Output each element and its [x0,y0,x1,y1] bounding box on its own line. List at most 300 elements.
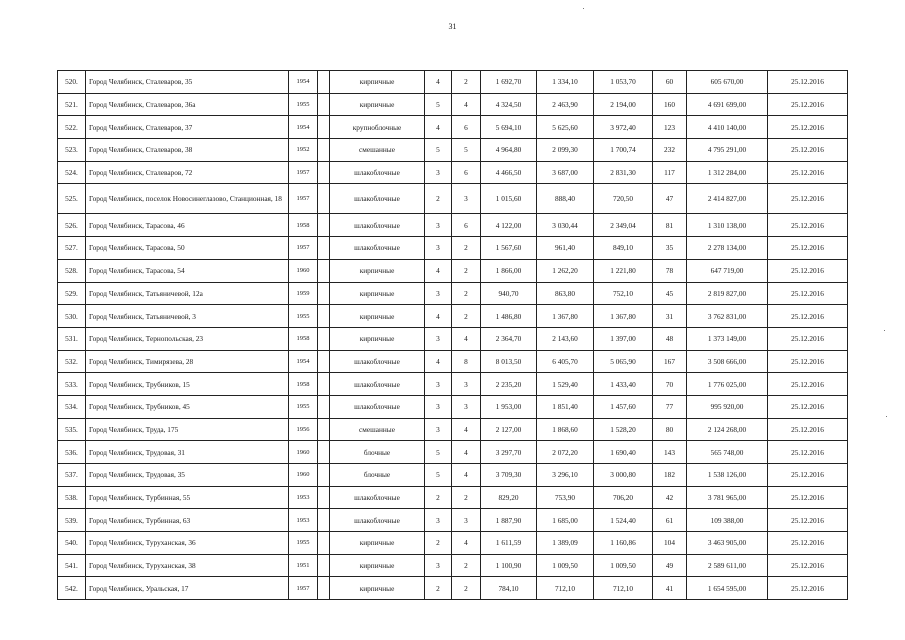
year-cell: 1955 [289,93,318,116]
cost-cell: 109 388,00 [687,509,768,532]
blank-cell [318,486,330,509]
date-cell: 25.12.2016 [768,350,848,373]
address-cell: Город Челябинск, Татьяничевой, 3 [86,305,289,328]
floors-cell: 2 [425,486,452,509]
entrances-cell: 2 [452,237,481,260]
cost-cell: 4 410 140,00 [687,116,768,139]
area-b-cell: 1 053,70 [594,71,653,94]
row-number: 539. [58,509,86,532]
blank-cell [318,161,330,184]
area-a-cell: 712,10 [537,577,594,600]
year-cell: 1953 [289,509,318,532]
blank-cell [318,373,330,396]
floors-cell: 4 [425,350,452,373]
year-cell: 1960 [289,441,318,464]
date-cell: 25.12.2016 [768,509,848,532]
table-row [58,139,848,162]
material-cell: кирпичные [330,532,425,555]
material-cell: шлакоблочные [330,161,425,184]
address-cell: Город Челябинск, Трудовая, 35 [86,464,289,487]
cost-cell: 1 538 126,00 [687,464,768,487]
floors-cell: 3 [425,237,452,260]
table-row [58,93,848,116]
residents-cell: 117 [653,161,687,184]
table-row [58,418,848,441]
entrances-cell: 2 [452,305,481,328]
material-cell: крупноблочные [330,116,425,139]
total-area-cell: 4 122,00 [481,214,537,237]
blank-cell [318,116,330,139]
entrances-cell: 4 [452,464,481,487]
table-row [58,259,848,282]
area-b-cell: 1 367,80 [594,305,653,328]
date-cell: 25.12.2016 [768,464,848,487]
blank-cell [318,214,330,237]
year-cell: 1954 [289,350,318,373]
address-cell: Город Челябинск, Тарасова, 50 [86,237,289,260]
total-area-cell: 1 953,00 [481,395,537,418]
table-row [58,214,848,237]
address-cell: Город Челябинск, Сталеваров, 72 [86,161,289,184]
total-area-cell: 8 013,50 [481,350,537,373]
blank-cell [318,418,330,441]
entrances-cell: 4 [452,327,481,350]
area-a-cell: 2 099,30 [537,139,594,162]
total-area-cell: 4 964,80 [481,139,537,162]
floors-cell: 3 [425,161,452,184]
material-cell: кирпичные [330,554,425,577]
date-cell: 25.12.2016 [768,441,848,464]
cost-cell: 2 819 827,00 [687,282,768,305]
residents-cell: 182 [653,464,687,487]
area-a-cell: 6 405,70 [537,350,594,373]
year-cell: 1951 [289,554,318,577]
row-number: 532. [58,350,86,373]
cost-cell: 3 463 905,00 [687,532,768,555]
cost-cell: 1 373 149,00 [687,327,768,350]
row-number: 536. [58,441,86,464]
total-area-cell: 4 466,50 [481,161,537,184]
year-cell: 1955 [289,305,318,328]
row-number: 521. [58,93,86,116]
date-cell: 25.12.2016 [768,418,848,441]
area-b-cell: 5 065,90 [594,350,653,373]
cost-cell: 995 920,00 [687,395,768,418]
total-area-cell: 1 100,90 [481,554,537,577]
area-a-cell: 1 009,50 [537,554,594,577]
cost-cell: 3 508 666,00 [687,350,768,373]
entrances-cell: 6 [452,161,481,184]
floors-cell: 3 [425,214,452,237]
entrances-cell: 2 [452,259,481,282]
floors-cell: 3 [425,327,452,350]
year-cell: 1955 [289,532,318,555]
date-cell: 25.12.2016 [768,305,848,328]
date-cell: 25.12.2016 [768,214,848,237]
entrances-cell: 4 [452,93,481,116]
entrances-cell: 3 [452,509,481,532]
material-cell: кирпичные [330,282,425,305]
area-a-cell: 2 072,20 [537,441,594,464]
row-number: 522. [58,116,86,139]
address-cell: Город Челябинск, Тарасова, 46 [86,214,289,237]
date-cell: 25.12.2016 [768,139,848,162]
area-a-cell: 863,80 [537,282,594,305]
address-cell: Город Челябинск, Тарасова, 54 [86,259,289,282]
year-cell: 1954 [289,71,318,94]
blank-cell [318,184,330,214]
area-b-cell: 720,50 [594,184,653,214]
total-area-cell: 3 297,70 [481,441,537,464]
blank-cell [318,305,330,328]
floors-cell: 5 [425,441,452,464]
address-cell: Город Челябинск, Туруханская, 36 [86,532,289,555]
row-number: 520. [58,71,86,94]
address-cell: Город Челябинск, Сталеваров, 38 [86,139,289,162]
cost-cell: 647 719,00 [687,259,768,282]
total-area-cell: 3 709,30 [481,464,537,487]
total-area-cell: 1 692,70 [481,71,537,94]
year-cell: 1957 [289,161,318,184]
area-b-cell: 3 972,40 [594,116,653,139]
residents-cell: 77 [653,395,687,418]
blank-cell [318,395,330,418]
cost-cell: 2 278 134,00 [687,237,768,260]
date-cell: 25.12.2016 [768,71,848,94]
address-cell: Город Челябинск, Тернопольская, 23 [86,327,289,350]
entrances-cell: 3 [452,184,481,214]
total-area-cell: 2 364,70 [481,327,537,350]
blank-cell [318,139,330,162]
floors-cell: 2 [425,532,452,555]
blank-cell [318,441,330,464]
table-row [58,509,848,532]
total-area-cell: 784,10 [481,577,537,600]
date-cell: 25.12.2016 [768,577,848,600]
date-cell: 25.12.2016 [768,116,848,139]
area-a-cell: 1 389,09 [537,532,594,555]
area-b-cell: 1 160,86 [594,532,653,555]
floors-cell: 2 [425,184,452,214]
table-row [58,532,848,555]
area-a-cell: 961,40 [537,237,594,260]
material-cell: кирпичные [330,71,425,94]
address-cell: Город Челябинск, Татьяничевой, 12а [86,282,289,305]
date-cell: 25.12.2016 [768,184,848,214]
address-cell: Город Челябинск, Трубников, 45 [86,395,289,418]
residents-cell: 143 [653,441,687,464]
date-cell: 25.12.2016 [768,554,848,577]
area-a-cell: 1 529,40 [537,373,594,396]
table-row [58,184,848,214]
entrances-cell: 4 [452,418,481,441]
cost-cell: 1 310 138,00 [687,214,768,237]
residents-cell: 61 [653,509,687,532]
area-a-cell: 1 868,60 [537,418,594,441]
floors-cell: 3 [425,282,452,305]
blank-cell [318,93,330,116]
floors-cell: 5 [425,93,452,116]
residents-cell: 160 [653,93,687,116]
cost-cell: 2 124 268,00 [687,418,768,441]
row-number: 527. [58,237,86,260]
table-row [58,327,848,350]
row-number: 541. [58,554,86,577]
year-cell: 1955 [289,395,318,418]
area-b-cell: 1 433,40 [594,373,653,396]
table-row [58,237,848,260]
total-area-cell: 829,20 [481,486,537,509]
entrances-cell: 5 [452,139,481,162]
material-cell: смешанные [330,139,425,162]
table-row [58,395,848,418]
area-a-cell: 1 367,80 [537,305,594,328]
material-cell: кирпичные [330,305,425,328]
address-cell: Город Челябинск, Тимирязева, 28 [86,350,289,373]
area-a-cell: 1 685,00 [537,509,594,532]
entrances-cell: 2 [452,554,481,577]
date-cell: 25.12.2016 [768,237,848,260]
table-row [58,486,848,509]
floors-cell: 4 [425,71,452,94]
table-row [58,282,848,305]
blank-cell [318,464,330,487]
row-number: 533. [58,373,86,396]
entrances-cell: 6 [452,116,481,139]
entrances-cell: 2 [452,282,481,305]
residents-cell: 81 [653,214,687,237]
residents-cell: 70 [653,373,687,396]
row-number: 525. [58,184,86,214]
housing-table [57,70,848,600]
residents-cell: 232 [653,139,687,162]
residents-cell: 47 [653,184,687,214]
floors-cell: 2 [425,577,452,600]
address-cell: Город Челябинск, Трубников, 15 [86,373,289,396]
area-b-cell: 1 700,74 [594,139,653,162]
material-cell: шлакоблочные [330,395,425,418]
area-a-cell: 1 334,10 [537,71,594,94]
total-area-cell: 1 567,60 [481,237,537,260]
blank-cell [318,237,330,260]
blank-cell [318,554,330,577]
entrances-cell: 2 [452,486,481,509]
blank-cell [318,350,330,373]
total-area-cell: 1 611,59 [481,532,537,555]
blank-cell [318,577,330,600]
area-a-cell: 1 851,40 [537,395,594,418]
scan-speck [884,330,885,331]
blank-cell [318,71,330,94]
material-cell: шлакоблочные [330,486,425,509]
cost-cell: 1 312 284,00 [687,161,768,184]
area-b-cell: 2 194,00 [594,93,653,116]
address-cell: Город Челябинск, Сталеваров, 37 [86,116,289,139]
area-b-cell: 1 221,80 [594,259,653,282]
year-cell: 1957 [289,237,318,260]
floors-cell: 3 [425,509,452,532]
total-area-cell: 5 694,10 [481,116,537,139]
residents-cell: 123 [653,116,687,139]
table-row [58,464,848,487]
residents-cell: 31 [653,305,687,328]
area-b-cell: 2 831,30 [594,161,653,184]
row-number: 523. [58,139,86,162]
material-cell: кирпичные [330,93,425,116]
address-cell: Город Челябинск, Сталеваров, 35 [86,71,289,94]
year-cell: 1959 [289,282,318,305]
residents-cell: 80 [653,418,687,441]
cost-cell: 1 776 025,00 [687,373,768,396]
area-a-cell: 2 463,90 [537,93,594,116]
row-number: 542. [58,577,86,600]
material-cell: кирпичные [330,327,425,350]
total-area-cell: 940,70 [481,282,537,305]
year-cell: 1960 [289,259,318,282]
blank-cell [318,282,330,305]
cost-cell: 3 762 831,00 [687,305,768,328]
row-number: 534. [58,395,86,418]
cost-cell: 1 654 595,00 [687,577,768,600]
row-number: 529. [58,282,86,305]
row-number: 530. [58,305,86,328]
area-a-cell: 2 143,60 [537,327,594,350]
floors-cell: 3 [425,395,452,418]
residents-cell: 167 [653,350,687,373]
area-b-cell: 706,20 [594,486,653,509]
date-cell: 25.12.2016 [768,93,848,116]
entrances-cell: 2 [452,577,481,600]
year-cell: 1958 [289,373,318,396]
year-cell: 1952 [289,139,318,162]
floors-cell: 4 [425,259,452,282]
date-cell: 25.12.2016 [768,486,848,509]
address-cell: Город Челябинск, Труда, 175 [86,418,289,441]
material-cell: кирпичные [330,259,425,282]
area-b-cell: 1 457,60 [594,395,653,418]
material-cell: шлакоблочные [330,373,425,396]
residents-cell: 48 [653,327,687,350]
material-cell: блочные [330,441,425,464]
total-area-cell: 1 866,00 [481,259,537,282]
area-b-cell: 1 524,40 [594,509,653,532]
area-b-cell: 849,10 [594,237,653,260]
date-cell: 25.12.2016 [768,327,848,350]
area-b-cell: 712,10 [594,577,653,600]
entrances-cell: 4 [452,441,481,464]
table-row [58,71,848,94]
floors-cell: 5 [425,464,452,487]
total-area-cell: 1 015,60 [481,184,537,214]
entrances-cell: 4 [452,532,481,555]
date-cell: 25.12.2016 [768,282,848,305]
row-number: 535. [58,418,86,441]
area-a-cell: 5 625,60 [537,116,594,139]
floors-cell: 4 [425,116,452,139]
table-row [58,116,848,139]
scan-speck [583,8,584,9]
floors-cell: 5 [425,139,452,162]
residents-cell: 104 [653,532,687,555]
area-a-cell: 1 262,20 [537,259,594,282]
table-row [58,305,848,328]
floors-cell: 3 [425,418,452,441]
page-number: 31 [448,22,457,31]
year-cell: 1954 [289,116,318,139]
table-row [58,577,848,600]
material-cell: смешанные [330,418,425,441]
address-cell: Город Челябинск, Сталеваров, 36а [86,93,289,116]
table-row [58,161,848,184]
area-b-cell: 1 528,20 [594,418,653,441]
year-cell: 1956 [289,418,318,441]
area-a-cell: 3 030,44 [537,214,594,237]
row-number: 526. [58,214,86,237]
area-b-cell: 1 397,00 [594,327,653,350]
entrances-cell: 6 [452,214,481,237]
year-cell: 1960 [289,464,318,487]
material-cell: шлакоблочные [330,214,425,237]
material-cell: шлакоблочные [330,237,425,260]
material-cell: шлакоблочные [330,350,425,373]
address-cell: Город Челябинск, Туруханская, 38 [86,554,289,577]
row-number: 537. [58,464,86,487]
cost-cell: 3 781 965,00 [687,486,768,509]
area-a-cell: 888,40 [537,184,594,214]
area-b-cell: 2 349,04 [594,214,653,237]
area-b-cell: 1 690,40 [594,441,653,464]
total-area-cell: 2 235,20 [481,373,537,396]
table-row [58,554,848,577]
entrances-cell: 8 [452,350,481,373]
year-cell: 1953 [289,486,318,509]
blank-cell [318,259,330,282]
date-cell: 25.12.2016 [768,161,848,184]
date-cell: 25.12.2016 [768,532,848,555]
table-row [58,373,848,396]
total-area-cell: 1 486,80 [481,305,537,328]
residents-cell: 45 [653,282,687,305]
blank-cell [318,327,330,350]
area-b-cell: 752,10 [594,282,653,305]
total-area-cell: 4 324,50 [481,93,537,116]
row-number: 531. [58,327,86,350]
date-cell: 25.12.2016 [768,259,848,282]
row-number: 528. [58,259,86,282]
area-a-cell: 753,90 [537,486,594,509]
date-cell: 25.12.2016 [768,395,848,418]
cost-cell: 605 670,00 [687,71,768,94]
residents-cell: 42 [653,486,687,509]
address-cell: Город Челябинск, Трудовая, 31 [86,441,289,464]
row-number: 524. [58,161,86,184]
area-b-cell: 3 000,80 [594,464,653,487]
entrances-cell: 3 [452,373,481,396]
floors-cell: 3 [425,554,452,577]
material-cell: шлакоблочные [330,184,425,214]
scan-speck [886,416,887,417]
entrances-cell: 2 [452,71,481,94]
residents-cell: 78 [653,259,687,282]
blank-cell [318,532,330,555]
cost-cell: 565 748,00 [687,441,768,464]
date-cell: 25.12.2016 [768,373,848,396]
residents-cell: 49 [653,554,687,577]
row-number: 540. [58,532,86,555]
blank-cell [318,509,330,532]
area-a-cell: 3 687,00 [537,161,594,184]
address-cell: Город Челябинск, поселок Новосинеглазово, Станционная, 18 [86,184,289,214]
